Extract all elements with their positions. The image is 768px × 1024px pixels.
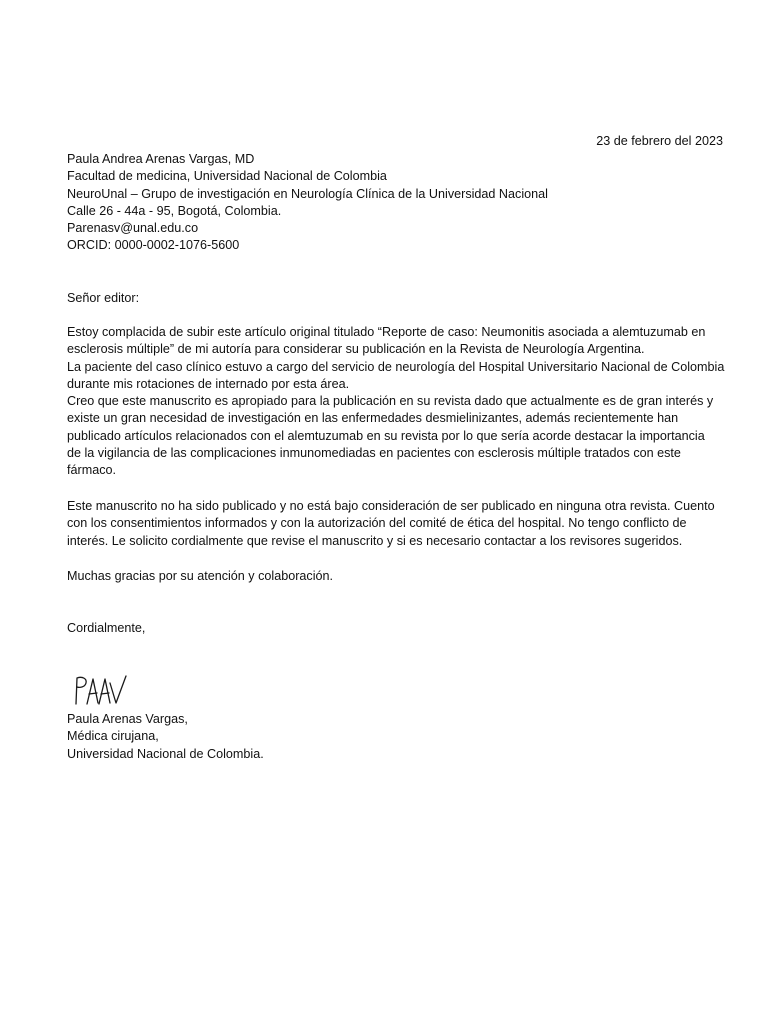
paragraph-line: La paciente del caso clínico estuvo a cargo del servicio de neurología del Hospital Universitario Nacional de Colombia — [67, 359, 725, 374]
paragraph-line: existe un gran necesidad de investigación en las enfermedades desmielinizantes, además recientemente han — [67, 411, 679, 426]
paragraph-line: esclerosis múltiple” de mi autoría para considerar su publicación en la Revista de Neurología Argentina. — [67, 342, 645, 357]
salutation: Señor editor: — [67, 291, 140, 305]
paragraph-line: Muchas gracias por su atención y colaboración. — [67, 569, 334, 583]
sender-faculty: Facultad de medicina, Universidad Nacional de Colombia — [67, 169, 387, 184]
signer-title: Médica cirujana, — [67, 729, 159, 744]
sender-block — [67, 151, 548, 255]
body-paragraph-1 — [67, 324, 727, 480]
signer-block — [67, 711, 264, 763]
letter-date: 23 de febrero del 2023 — [596, 134, 723, 148]
paragraph-line: durante mis rotaciones de internado por esta área. — [67, 376, 350, 391]
sender-name: Paula Andrea Arenas Vargas, MD — [67, 152, 255, 166]
signer-name: Paula Arenas Vargas, — [67, 712, 188, 726]
sender-orcid: ORCID: 0000-0002-1076-5600 — [67, 238, 240, 253]
sender-group: NeuroUnal – Grupo de investigación en Neurología Clínica de la Universidad Nacional — [67, 186, 548, 201]
sender-email: Parenasv@unal.edu.co — [67, 221, 199, 236]
paragraph-line: Creo que este manuscrito es apropiado para la publicación en su revista dado que actualmente es de gran interés y — [67, 394, 714, 409]
paragraph-line: con los consentimientos informados y con la autorización del comité de ética del hospital. No tengo conflicto de — [67, 516, 687, 531]
paragraph-line: Este manuscrito no ha sido publicado y no está bajo consideración de ser publicado en ninguna otra revista. Cuento — [67, 499, 715, 513]
paragraph-line: interés. Le solicito cordialmente que revise el manuscrito y si es necesario contactar a los revisores sugeridos. — [67, 533, 683, 548]
paragraph-line: de la vigilancia de las complicaciones inmunomediadas en pacientes con esclerosis múltiple tratados con este — [67, 446, 681, 461]
signer-institution: Universidad Nacional de Colombia. — [67, 746, 264, 761]
body-paragraph-2 — [67, 498, 727, 550]
body-paragraph-3 — [67, 568, 727, 585]
closing: Cordialmente, — [67, 621, 146, 635]
paragraph-line: Estoy complacida de subir este artículo original titulado “Reporte de caso: Neumonitis asociada a alemtuzumab en — [67, 325, 706, 339]
paragraph-line: fármaco. — [67, 463, 116, 478]
paragraph-line: publicado artículos relacionados con el alemtuzumab en su revista por lo que sería acorde destacar la importancia — [67, 428, 705, 443]
sender-address: Calle 26 - 44a - 95, Bogotá, Colombia. — [67, 203, 282, 218]
handwritten-signature — [72, 672, 132, 708]
